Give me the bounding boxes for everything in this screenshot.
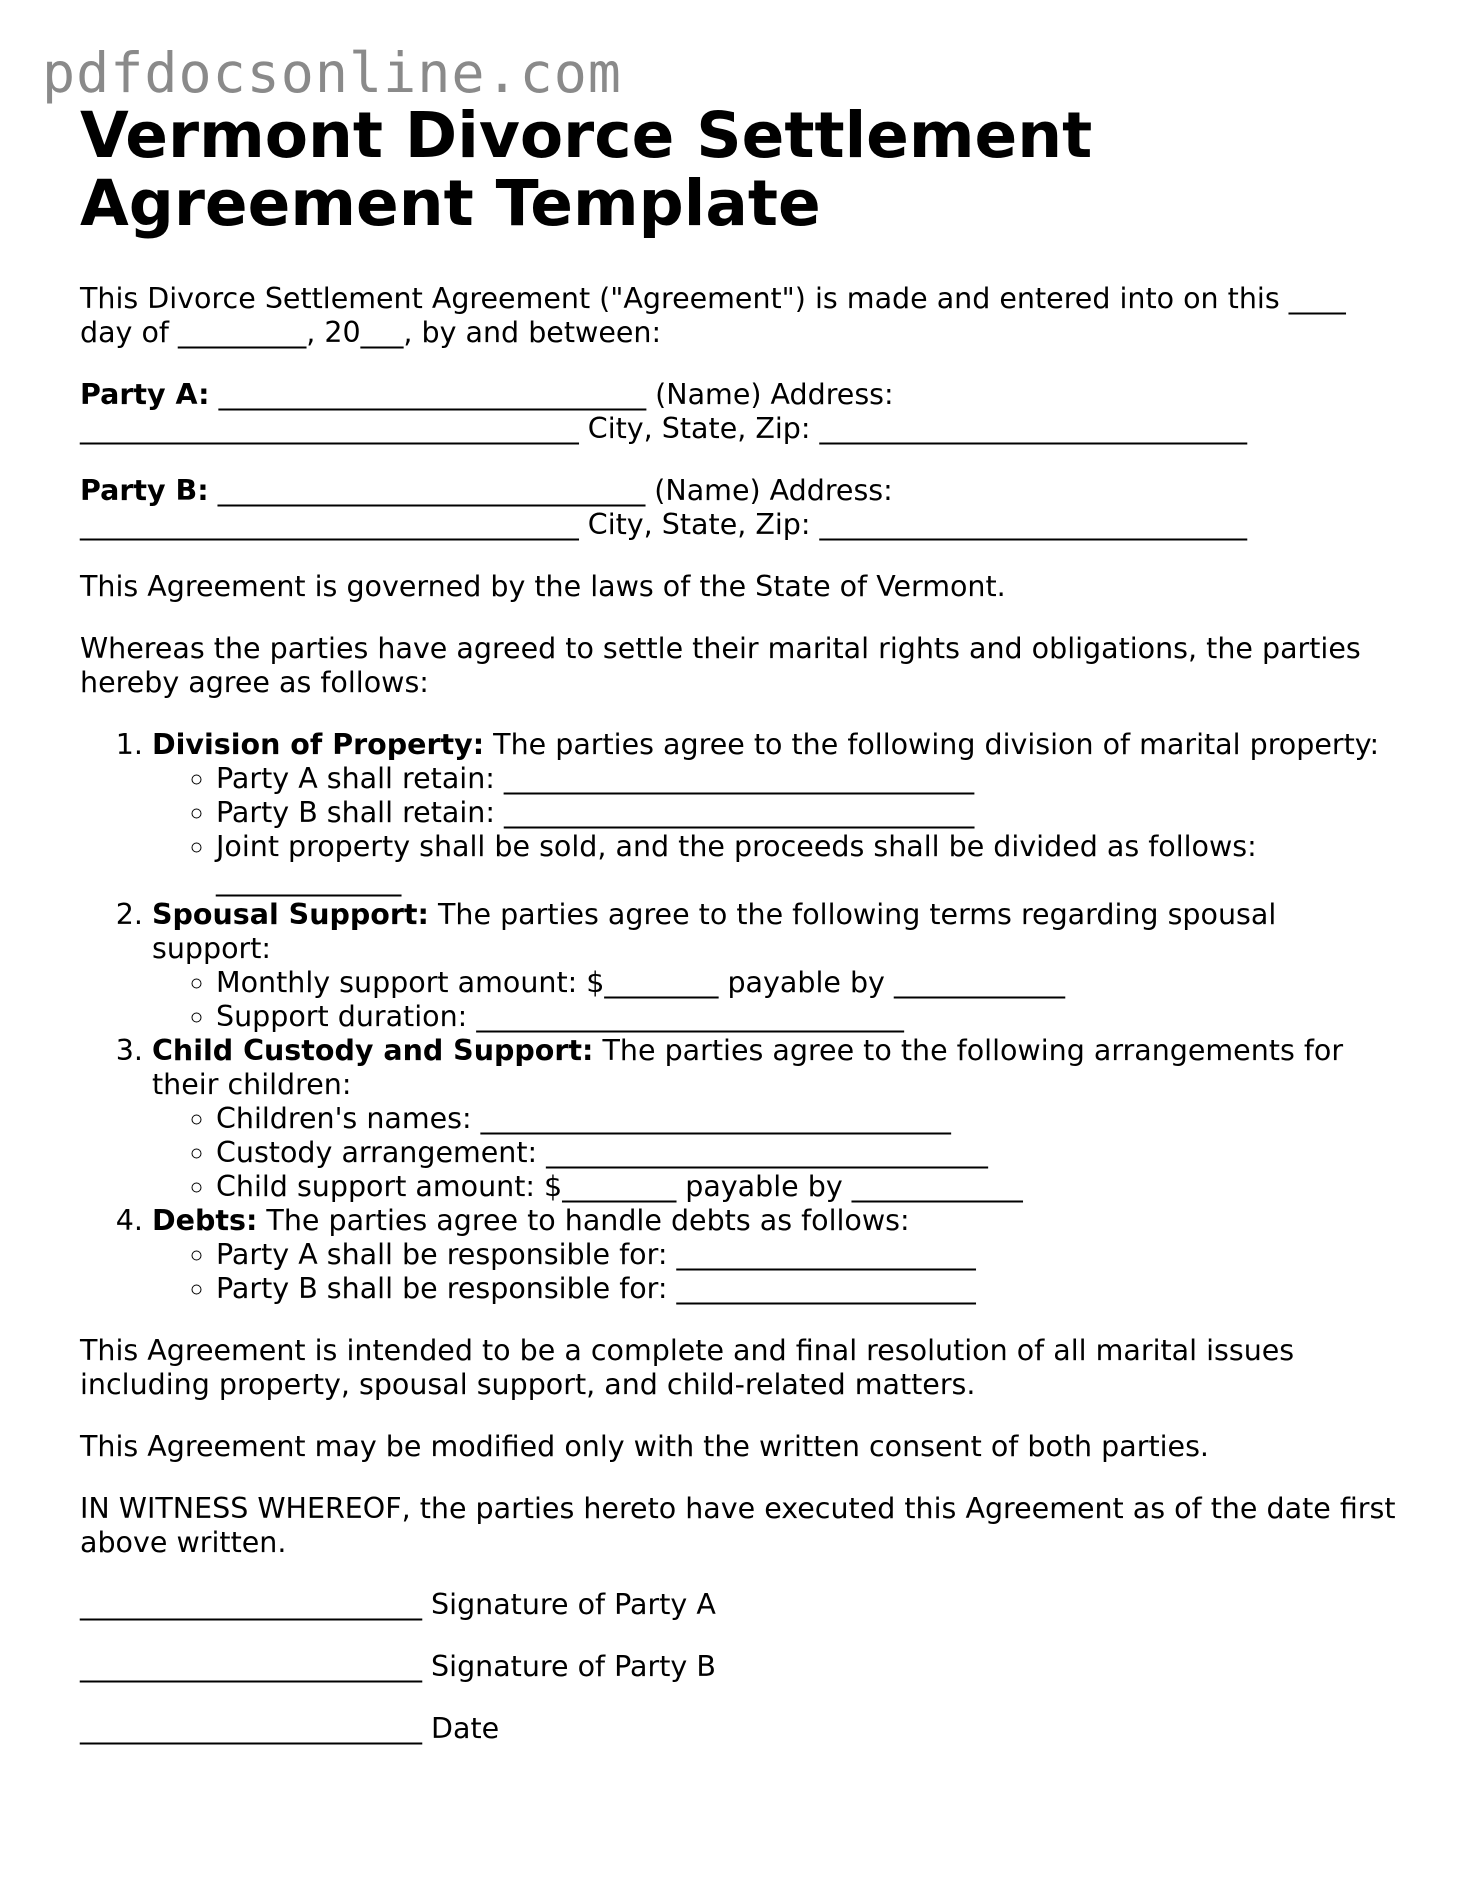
section-items	[152, 1238, 1400, 1306]
watermark: pdfdocsonline.com	[42, 41, 622, 105]
party-a-fields: ______________________________ (Name) Address: ___________________________________ City, State, Zip: ______________________________	[80, 378, 1248, 445]
party-a-block	[80, 378, 1400, 446]
list-item: ◦ Custody arrangement: _______________________________	[216, 1136, 1400, 1170]
section-items	[152, 966, 1400, 1034]
whereas-paragraph: Whereas the parties have agreed to settle their marital rights and obligations, the parties hereby agree as follows:	[80, 632, 1361, 699]
list-item: ◦ Joint property shall be sold, and the proceeds shall be divided as follows: _____________	[216, 830, 1400, 898]
party-b-label: Party B:	[80, 474, 209, 507]
document-title	[80, 99, 1400, 240]
agreement-sections	[80, 728, 1400, 1306]
section-division-of-property	[152, 728, 1400, 898]
section-heading: Child Custody and Support:	[152, 1034, 594, 1067]
modification-paragraph: This Agreement may be modified only with the written consent of both parties.	[80, 1430, 1209, 1463]
party-b-fields: ______________________________ (Name) Address: ___________________________________ City, State, Zip: ______________________________	[80, 474, 1248, 541]
section-text: The parties agree to the following division of marital property:	[484, 728, 1380, 761]
section-items	[152, 762, 1400, 898]
section-items	[152, 1102, 1400, 1204]
section-spousal-support	[152, 898, 1400, 1034]
section-text: The parties agree to the following arrangements for their children:	[152, 1034, 1344, 1101]
list-item: ◦ Child support amount: $________ payable by ____________	[216, 1170, 1400, 1204]
list-item: ◦ Support duration: ______________________________	[216, 1000, 1400, 1034]
witness-paragraph: IN WITNESS WHEREOF, the parties hereto have executed this Agreement as of the date first above written.	[80, 1492, 1396, 1559]
list-item: ◦ Party A shall retain: _________________________________	[216, 762, 1400, 796]
list-item: ◦ Party A shall be responsible for: _____________________	[216, 1238, 1400, 1272]
governing-law-paragraph: This Agreement is governed by the laws of the State of Vermont.	[80, 570, 1006, 603]
section-text: The parties agree to handle debts as follows:	[257, 1204, 910, 1237]
signature-date-line: ________________________ Date	[80, 1712, 500, 1745]
document	[80, 99, 1400, 1774]
section-heading: Spousal Support:	[152, 898, 429, 931]
list-item: ◦ Party B shall be responsible for: _____________________	[216, 1272, 1400, 1306]
intro-paragraph: This Divorce Settlement Agreement ("Agreement") is made and entered into on this ____ day of _________, 20___, by and between:	[80, 282, 1346, 349]
signature-party-b-line: ________________________ Signature of Party B	[80, 1650, 716, 1683]
title-line-2: Agreement Template	[80, 167, 821, 240]
party-a-label: Party A:	[80, 378, 210, 411]
title-line-1: Vermont Divorce Settlement	[80, 99, 1093, 172]
complete-resolution-paragraph: This Agreement is intended to be a complete and final resolution of all marital issues including property, spousal support, and child-related matters.	[80, 1334, 1295, 1401]
signature-party-a-line: ________________________ Signature of Party A	[80, 1588, 716, 1621]
section-debts	[152, 1204, 1400, 1306]
section-heading: Division of Property:	[152, 728, 485, 761]
section-text: The parties agree to the following terms regarding spousal support:	[152, 898, 1277, 965]
list-item: ◦ Party B shall retain: _________________________________	[216, 796, 1400, 830]
party-b-block	[80, 474, 1400, 542]
section-child-custody-and-support	[152, 1034, 1400, 1204]
list-item: ◦ Monthly support amount: $________ payable by ____________	[216, 966, 1400, 1000]
section-heading: Debts:	[152, 1204, 258, 1237]
list-item: ◦ Children's names: _________________________________	[216, 1102, 1400, 1136]
